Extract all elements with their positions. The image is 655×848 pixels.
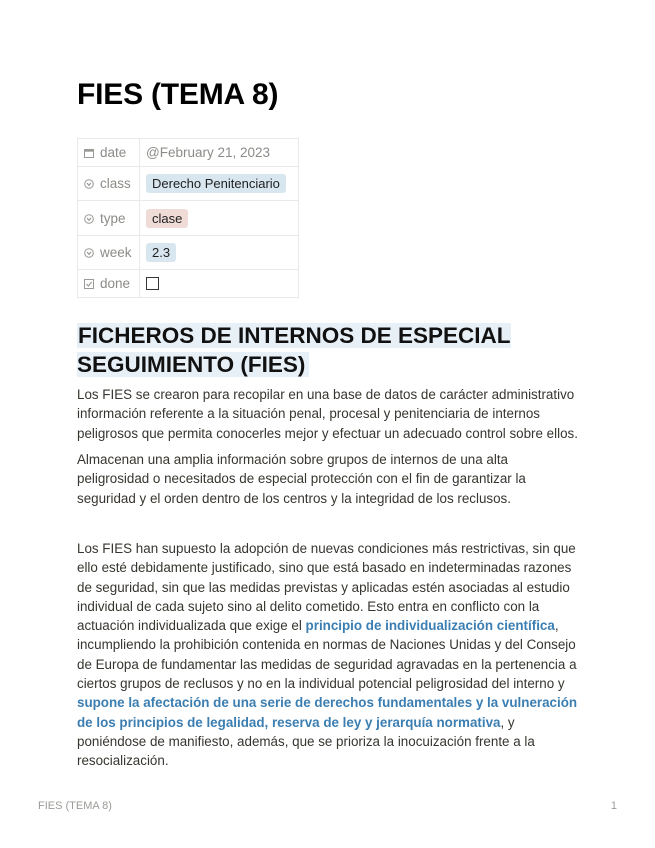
paragraph-3-text: , y poniéndose de manifiesto, además, que se prioriza la inocuización frente a la resocialización. [77,714,535,769]
property-key-week [78,236,140,270]
property-row-class [78,167,299,201]
paragraph-3-text: , incumpliendo la prohibición contenida en normas de Naciones Unidas y del Consejo de Europa de fundamentar las medidas de seguridad agravadas en la pertenencia a ciertos grupos de reclusos y no en la individual potencial peligrosidad del interno y [77,618,577,692]
property-value-type[interactable] [140,201,299,236]
calendar-icon [84,148,94,158]
select-icon [84,248,94,258]
page-title: FIES (TEMA 8) [77,78,279,111]
property-key-class [78,167,140,201]
property-label: week [100,245,132,260]
paragraph-3 [77,539,582,771]
week-tag[interactable]: 2.3 [146,243,176,262]
property-row-done [78,270,299,298]
property-row-date [78,139,299,167]
class-tag[interactable]: Derecho Penitenciario [146,174,286,193]
section-heading-text: FICHEROS DE INTERNOS DE ESPECIAL SEGUIMIENTO (FIES) [77,323,511,377]
checkbox-property-icon [84,279,94,289]
property-key-type [78,201,140,236]
property-value-date[interactable]: @February 21, 2023 [140,139,299,167]
property-key-done [78,270,140,298]
property-row-week [78,236,299,270]
select-icon [84,214,94,224]
property-label: type [100,210,126,226]
done-checkbox[interactable] [146,277,159,290]
paragraph-2: Almacenan una amplia información sobre grupos de internos de una alta peligrosidad o necesitados de especial protección con el fin de garantizar la seguridad y el orden dentro de los centros y la integridad de los reclusos. [77,452,526,506]
paragraph-3-text: Los FIES han supuesto la adopción de nuevas condiciones más restrictivas, sin que ello esté debidamente justificado, sino que está basado en indeterminadas razones de seguridad, sin que las medidas previstas y aplicadas estén asociadas al estudio individual de cada sujeto sino al delito cometido. Esto entra en conflicto con la actuación individualizada que exige el [77,541,576,634]
property-label: date [100,145,127,160]
paragraph-1: Los FIES se crearon para recopilar en una base de datos de carácter administrativo información referente a la situación penal, procesal y penitenciaria de internos peligrosos que permita conocerles mejor y efectuar un adecuado control sobre ellos. [77,387,578,441]
highlight-rights: supone la afectación de una serie de derechos fundamentales y la vulneración de los principios de legalidad, reserva de ley y jerarquía normativa [77,695,578,730]
select-icon [84,179,94,189]
highlight-principle: principio de individualización científica [305,618,555,634]
property-label: class [100,176,131,191]
properties-table [77,138,299,298]
footer-title: FIES (TEMA 8) [38,800,112,812]
footer-page-number: 1 [610,800,617,812]
property-value-week[interactable] [140,236,299,270]
section-heading [77,321,655,379]
property-value-done [140,270,299,298]
property-key-date [78,139,140,167]
property-label: done [100,276,131,291]
type-tag[interactable]: clase [146,209,188,228]
property-row-type [78,201,299,236]
property-value-class[interactable] [140,167,299,201]
